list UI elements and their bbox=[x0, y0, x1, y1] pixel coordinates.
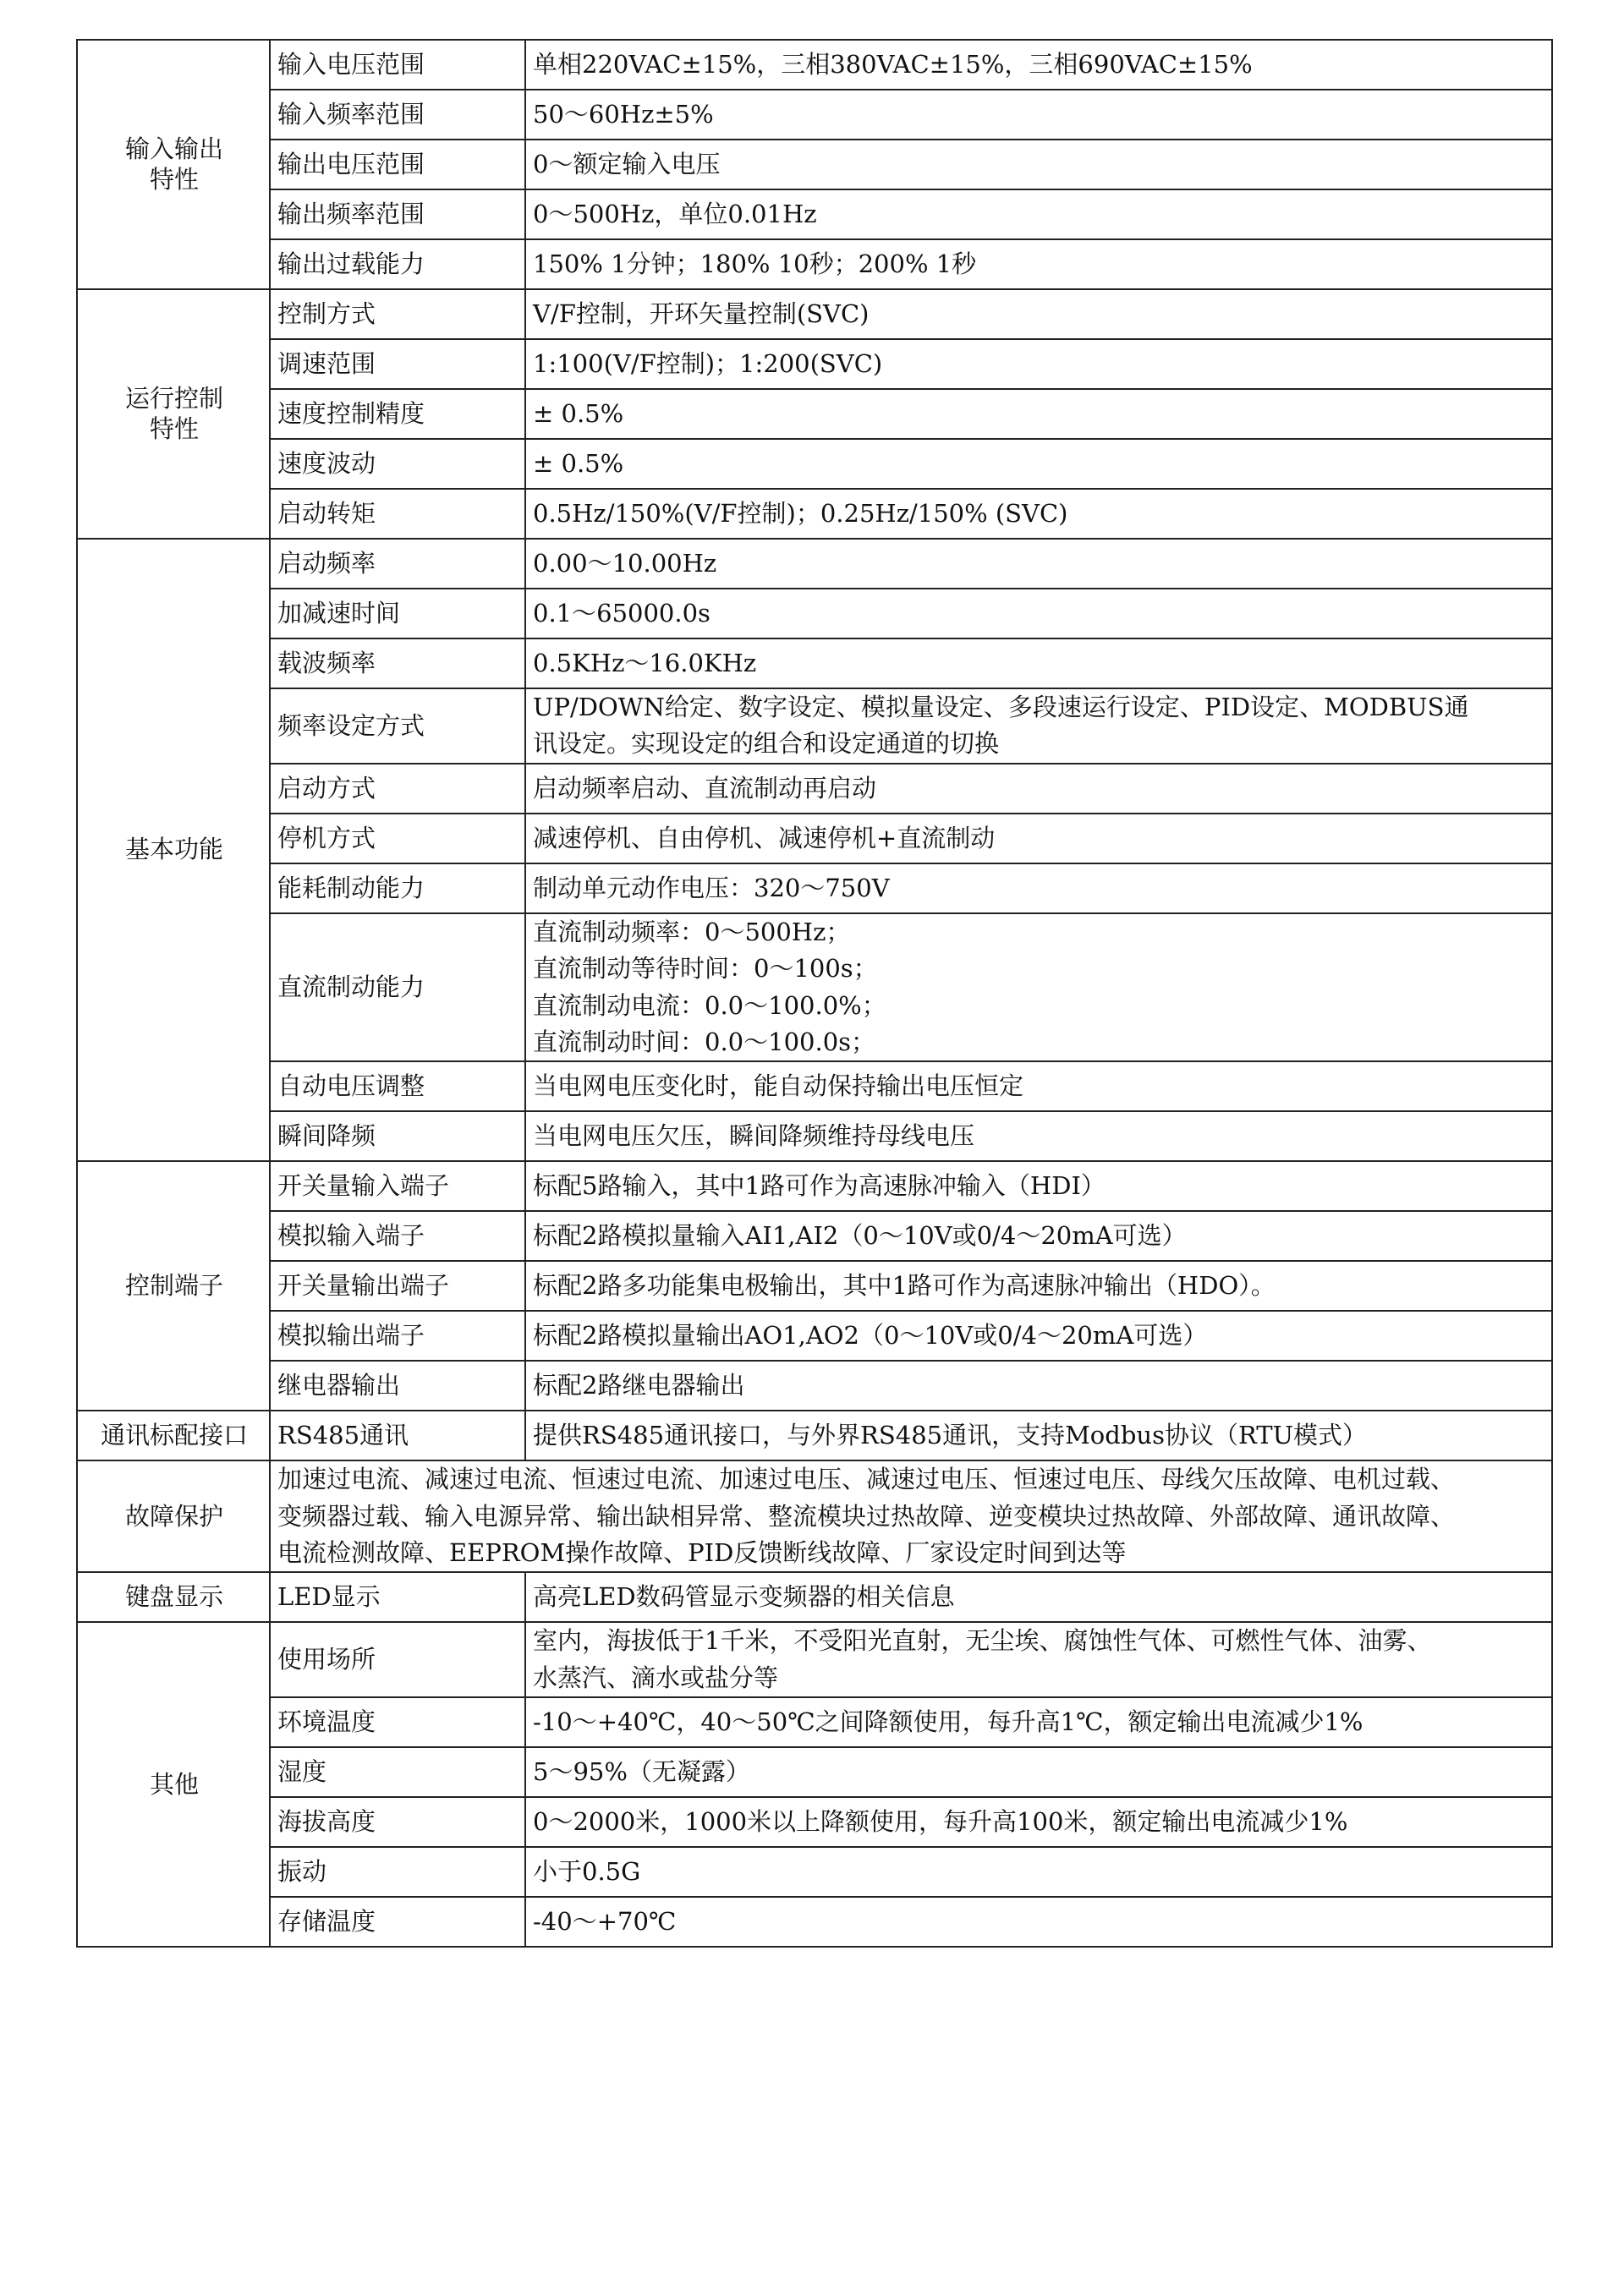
spec-value-cell bbox=[525, 239, 1552, 289]
spec-value-cell bbox=[525, 489, 1552, 539]
spec-value-line: 0.00～10.00Hz bbox=[533, 548, 717, 578]
spec-label-cell: 模拟输出端子 bbox=[270, 1311, 525, 1361]
spec-value-cell bbox=[525, 40, 1552, 90]
spec-value-line: 当电网电压变化时，能自动保持输出电压恒定 bbox=[533, 1071, 1024, 1101]
spec-value-line: 减速停机、自由停机、减速停机+直流制动 bbox=[533, 823, 996, 852]
category-label-line: 键盘显示 bbox=[124, 1582, 223, 1612]
spec-row bbox=[77, 1622, 1552, 1697]
spec-value-line: 150% 1分钟；180% 10秒；200% 1秒 bbox=[533, 249, 977, 278]
spec-value-cell bbox=[525, 863, 1552, 913]
spec-value-cell bbox=[525, 439, 1552, 489]
spec-label-cell: 环境温度 bbox=[270, 1697, 525, 1747]
spec-label-cell: 载波频率 bbox=[270, 638, 525, 688]
spec-row bbox=[77, 439, 1552, 489]
spec-row bbox=[77, 289, 1552, 339]
spec-value-cell bbox=[270, 1460, 1552, 1572]
spec-label-cell: 湿度 bbox=[270, 1747, 525, 1797]
spec-table-body bbox=[77, 40, 1552, 1947]
spec-value-cell bbox=[525, 589, 1552, 638]
spec-row bbox=[77, 1311, 1552, 1361]
spec-label-cell: 输入电压范围 bbox=[270, 40, 525, 90]
spec-value-cell bbox=[525, 1261, 1552, 1311]
spec-value-line: 标配2路模拟量输入AI1,AI2（0～10V或0/4～20mA可选） bbox=[533, 1221, 1187, 1251]
category-cell bbox=[77, 1572, 270, 1622]
category-label-line: 输入输出 bbox=[124, 134, 223, 164]
spec-row bbox=[77, 814, 1552, 863]
spec-row bbox=[77, 1847, 1552, 1897]
spec-value-line: 直流制动等待时间：0～100s； bbox=[533, 954, 878, 984]
spec-value-line: 小于0.5G bbox=[533, 1856, 641, 1886]
spec-label-cell: 输出过载能力 bbox=[270, 239, 525, 289]
spec-value-cell bbox=[525, 140, 1552, 189]
spec-value-line: 制动单元动作电压：320～750V bbox=[533, 873, 890, 902]
spec-row bbox=[77, 90, 1552, 140]
spec-value-cell bbox=[525, 1747, 1552, 1797]
spec-label-cell: 直流制动能力 bbox=[270, 913, 525, 1062]
spec-value-cell bbox=[525, 814, 1552, 863]
spec-table bbox=[76, 39, 1553, 1948]
spec-value-line: 室内，海拔低于1千米，不受阳光直射，无尘埃、腐蚀性气体、可燃性气体、油雾、 bbox=[533, 1626, 1432, 1656]
spec-value-line: 0～500Hz，单位0.01Hz bbox=[533, 199, 817, 228]
spec-value-line: 单相220VAC±15%，三相380VAC±15%，三相690VAC±15% bbox=[533, 49, 1253, 79]
spec-value-cell bbox=[525, 1061, 1552, 1111]
category-cell bbox=[77, 1411, 270, 1460]
spec-row bbox=[77, 863, 1552, 913]
spec-row bbox=[77, 1061, 1552, 1111]
spec-value-line: 标配5路输入，其中1路可作为高速脉冲输入（HDI） bbox=[533, 1171, 1106, 1201]
spec-row bbox=[77, 40, 1552, 90]
spec-value-cell bbox=[525, 913, 1552, 1062]
spec-row bbox=[77, 1161, 1552, 1211]
category-label-line: 特性 bbox=[149, 414, 199, 443]
spec-value-cell bbox=[525, 1797, 1552, 1847]
spec-value-line: 0.5Hz/150%(V/F控制)；0.25Hz/150% (SVC) bbox=[533, 498, 1068, 528]
spec-row bbox=[77, 1897, 1552, 1947]
spec-label-cell: 加减速时间 bbox=[270, 589, 525, 638]
category-cell bbox=[77, 40, 270, 289]
spec-value-line: ± 0.5% bbox=[533, 448, 624, 478]
spec-value-cell bbox=[525, 1211, 1552, 1261]
spec-value-cell bbox=[525, 1161, 1552, 1211]
spec-value-line: 直流制动电流：0.0～100.0%； bbox=[533, 990, 886, 1020]
spec-label-cell: 自动电压调整 bbox=[270, 1061, 525, 1111]
spec-row bbox=[77, 140, 1552, 189]
spec-value-cell bbox=[525, 1847, 1552, 1897]
spec-value-cell bbox=[525, 539, 1552, 589]
spec-value-cell bbox=[525, 189, 1552, 239]
spec-label-cell: 输入频率范围 bbox=[270, 90, 525, 140]
spec-row bbox=[77, 589, 1552, 638]
spec-value-line: 标配2路继电器输出 bbox=[533, 1371, 745, 1400]
spec-label-cell: 调速范围 bbox=[270, 339, 525, 389]
spec-row bbox=[77, 339, 1552, 389]
spec-value-line: ± 0.5% bbox=[533, 398, 624, 428]
spec-value-cell bbox=[525, 1361, 1552, 1411]
spec-label-cell: 使用场所 bbox=[270, 1622, 525, 1697]
spec-label-cell: 能耗制动能力 bbox=[270, 863, 525, 913]
spec-value-line: 讯设定。实现设定的组合和设定通道的切换 bbox=[533, 729, 1000, 759]
category-cell bbox=[77, 1161, 270, 1411]
spec-value-cell bbox=[525, 638, 1552, 688]
spec-row bbox=[77, 1211, 1552, 1261]
spec-value-line: 启动频率启动、直流制动再启动 bbox=[533, 773, 877, 803]
spec-value-cell bbox=[525, 688, 1552, 764]
spec-value-cell bbox=[525, 1311, 1552, 1361]
category-cell bbox=[77, 1622, 270, 1947]
spec-label-cell: 开关量输入端子 bbox=[270, 1161, 525, 1211]
spec-label-cell: 输出电压范围 bbox=[270, 140, 525, 189]
spec-value-line: UP/DOWN给定、数字设定、模拟量设定、多段速运行设定、PID设定、MODBUS通 bbox=[533, 693, 1469, 721]
spec-value-cell bbox=[525, 764, 1552, 814]
spec-label-cell: 瞬间降频 bbox=[270, 1111, 525, 1161]
category-label-line: 通讯标配接口 bbox=[100, 1421, 248, 1450]
spec-value-line: 0.1～65000.0s bbox=[533, 598, 710, 627]
spec-label-cell: 启动转矩 bbox=[270, 489, 525, 539]
category-label-line: 运行控制 bbox=[124, 384, 223, 414]
spec-row bbox=[77, 1797, 1552, 1847]
spec-row bbox=[77, 389, 1552, 439]
category-cell bbox=[77, 1460, 270, 1572]
spec-row bbox=[77, 638, 1552, 688]
spec-value-line: 高亮LED数码管显示变频器的相关信息 bbox=[533, 1582, 955, 1612]
category-label-line: 其他 bbox=[149, 1769, 199, 1799]
spec-row bbox=[77, 539, 1552, 589]
spec-row bbox=[77, 913, 1552, 1062]
spec-value-cell bbox=[525, 289, 1552, 339]
spec-value-cell bbox=[525, 1572, 1552, 1622]
spec-row bbox=[77, 489, 1552, 539]
spec-value-line: 标配2路模拟量输出AO1,AO2（0～10V或0/4～20mA可选） bbox=[533, 1321, 1208, 1351]
spec-row bbox=[77, 1261, 1552, 1311]
spec-value-line: -40～+70℃ bbox=[533, 1906, 677, 1936]
spec-row bbox=[77, 1411, 1552, 1460]
spec-value-cell bbox=[525, 90, 1552, 140]
spec-label-cell: 停机方式 bbox=[270, 814, 525, 863]
spec-value-line: 直流制动时间：0.0～100.0s； bbox=[533, 1027, 876, 1056]
spec-value-line: V/F控制，开环矢量控制(SVC) bbox=[533, 299, 870, 328]
spec-value-line: 5～95%（无凝露） bbox=[533, 1756, 750, 1786]
spec-row bbox=[77, 1747, 1552, 1797]
category-label-line: 基本功能 bbox=[124, 835, 223, 864]
spec-value-line: -10～+40℃，40～50℃之间降额使用，每升高1℃，额定输出电流减少1% bbox=[533, 1707, 1363, 1736]
category-cell bbox=[77, 539, 270, 1161]
spec-row bbox=[77, 688, 1552, 764]
spec-value-line: 0～额定输入电压 bbox=[533, 149, 721, 178]
spec-value-line: 0.5KHz～16.0KHz bbox=[533, 648, 757, 677]
spec-label-cell: 启动方式 bbox=[270, 764, 525, 814]
spec-label-cell: 频率设定方式 bbox=[270, 688, 525, 764]
spec-label-cell: 输出频率范围 bbox=[270, 189, 525, 239]
spec-value-line: 加速过电流、减速过电流、恒速过电流、加速过电压、减速过电压、恒速过电压、母线欠压故障、电机过载、 bbox=[277, 1465, 1456, 1494]
spec-value-line: 电流检测故障、EEPROM操作故障、PID反馈断线故障、厂家设定时间到达等 bbox=[277, 1538, 1127, 1567]
spec-value-line: 提供RS485通讯接口，与外界RS485通讯，支持Modbus协议（RTU模式） bbox=[533, 1421, 1368, 1450]
spec-value-line: 水蒸汽、滴水或盐分等 bbox=[533, 1663, 779, 1692]
spec-value-cell bbox=[525, 339, 1552, 389]
spec-label-cell: RS485通讯 bbox=[270, 1411, 525, 1460]
category-label-line: 故障保护 bbox=[124, 1501, 223, 1531]
spec-label-cell: 启动频率 bbox=[270, 539, 525, 589]
category-cell bbox=[77, 289, 270, 539]
spec-value-cell bbox=[525, 1411, 1552, 1460]
spec-label-cell: 振动 bbox=[270, 1847, 525, 1897]
spec-label-cell: LED显示 bbox=[270, 1572, 525, 1622]
spec-label-cell: 继电器输出 bbox=[270, 1361, 525, 1411]
spec-row bbox=[77, 1361, 1552, 1411]
spec-row bbox=[77, 239, 1552, 289]
spec-value-cell bbox=[525, 1697, 1552, 1747]
spec-row bbox=[77, 1111, 1552, 1161]
spec-value-cell bbox=[525, 1111, 1552, 1161]
spec-value-line: 变频器过载、输入电源异常、输出缺相异常、整流模块过热故障、逆变模块过热故障、外部故障、通讯故障、 bbox=[277, 1501, 1456, 1531]
spec-label-cell: 模拟输入端子 bbox=[270, 1211, 525, 1261]
spec-row bbox=[77, 1572, 1552, 1622]
spec-row bbox=[77, 1460, 1552, 1572]
spec-value-line: 当电网电压欠压，瞬间降频维持母线电压 bbox=[533, 1121, 975, 1151]
spec-value-line: 50～60Hz±5% bbox=[533, 99, 714, 129]
spec-label-cell: 速度控制精度 bbox=[270, 389, 525, 439]
spec-label-cell: 速度波动 bbox=[270, 439, 525, 489]
spec-row bbox=[77, 1697, 1552, 1747]
spec-label-cell: 海拔高度 bbox=[270, 1797, 525, 1847]
category-label-line: 控制端子 bbox=[124, 1271, 223, 1301]
category-label-line: 特性 bbox=[149, 164, 199, 194]
spec-value-line: 标配2路多功能集电极输出，其中1路可作为高速脉冲输出（HDO）。 bbox=[533, 1271, 1276, 1301]
spec-label-cell: 存储温度 bbox=[270, 1897, 525, 1947]
spec-value-cell bbox=[525, 389, 1552, 439]
spec-value-cell bbox=[525, 1622, 1552, 1697]
spec-row bbox=[77, 764, 1552, 814]
spec-row bbox=[77, 189, 1552, 239]
spec-value-line: 0～2000米，1000米以上降额使用，每升高100米，额定输出电流减少1% bbox=[533, 1806, 1348, 1836]
spec-label-cell: 控制方式 bbox=[270, 289, 525, 339]
spec-label-cell: 开关量输出端子 bbox=[270, 1261, 525, 1311]
spec-value-cell bbox=[525, 1897, 1552, 1947]
spec-value-line: 1:100(V/F控制)；1:200(SVC) bbox=[533, 348, 883, 378]
spec-value-line: 直流制动频率：0～500Hz； bbox=[533, 917, 851, 946]
